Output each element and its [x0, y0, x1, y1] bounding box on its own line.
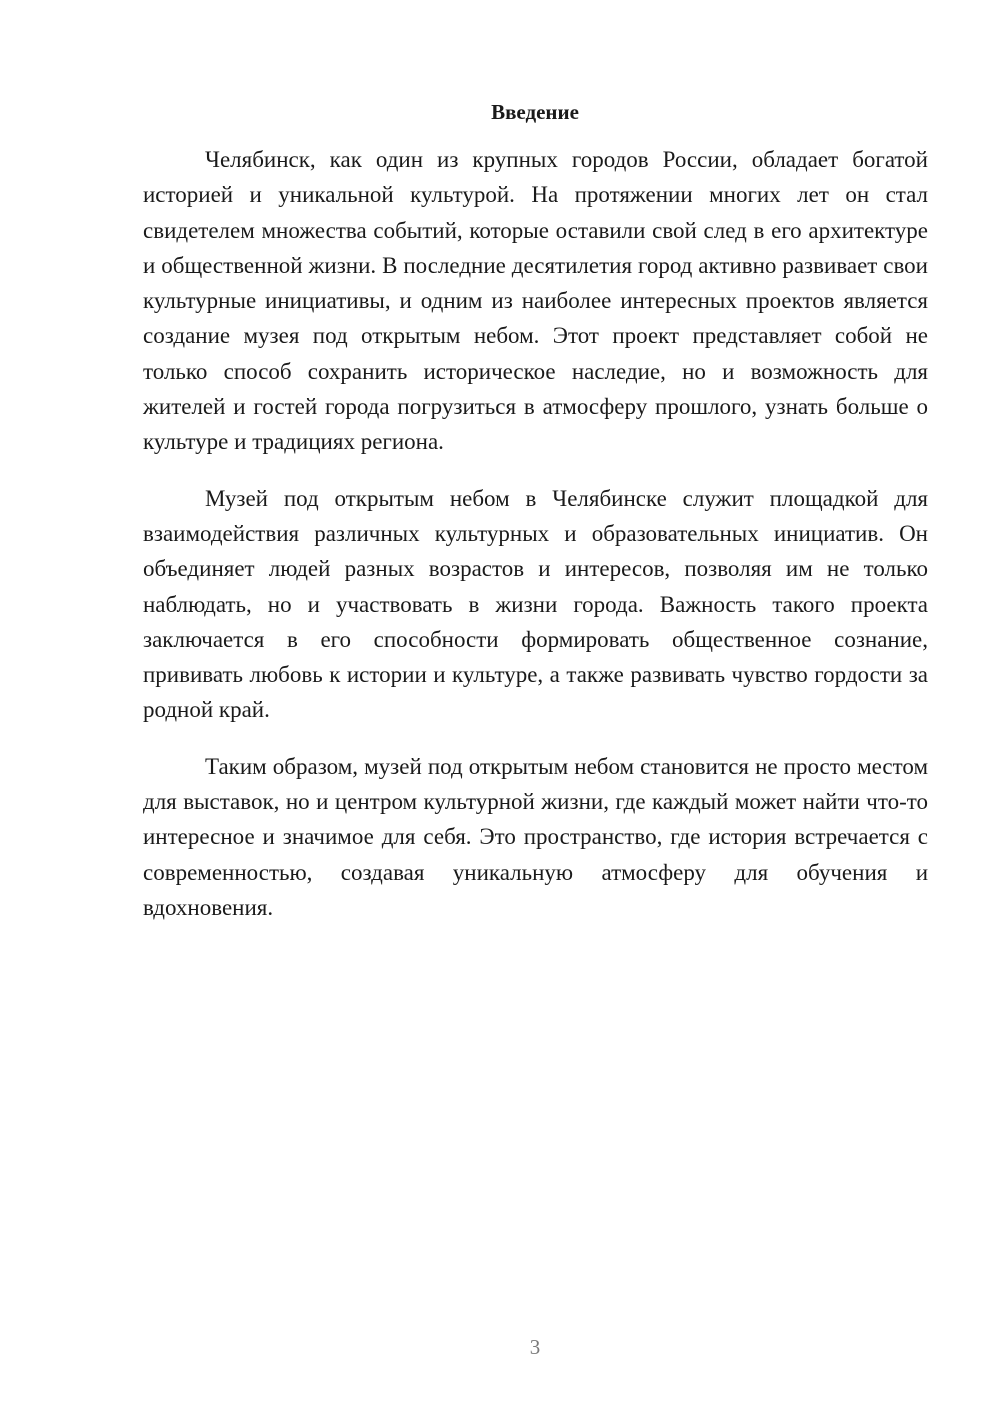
document-body [143, 142, 928, 946]
paragraph-2: Музей под открытым небом в Челябинске служит площадкой для взаимодействия различных культурных и образовательных инициатив. Он объединяет людей разных возрастов и интересов, позволяя им не только наблюдать, но и участвовать в жизни города. Важность такого проекта заключается в его способности формировать общественное сознание, прививать любовь к истории и культуре, а также развивать чувство гордости за родной край. [143, 485, 928, 723]
paragraph-1: Челябинск, как один из крупных городов России, обладает богатой историей и уникальной культурой. На протяжении многих лет он стал свидетелем множества событий, которые оставили свой след в его архитектуре и общественной жизни. В последние десятилетия город активно развивает свои культурные инициативы, и одним из наиболее интересных проектов является создание музея под открытым небом. Этот проект представляет собой не только способ сохранить историческое наследие, но и возможность для жителей и гостей города погрузиться в атмосферу прошлого, узнать больше о культуре и традициях региона. [143, 147, 928, 455]
page-number: 3 [529, 1335, 541, 1359]
paragraph-3: Таким образом, музей под открытым небом становится не просто местом для выставок, но и центром культурной жизни, где каждый может найти что-то интересное и значимое для себя. Это пространство, где история встречается с современностью, создавая уникальную атмосферу для обучения и вдохновения. [143, 753, 928, 920]
page-title: Введение [491, 100, 579, 124]
